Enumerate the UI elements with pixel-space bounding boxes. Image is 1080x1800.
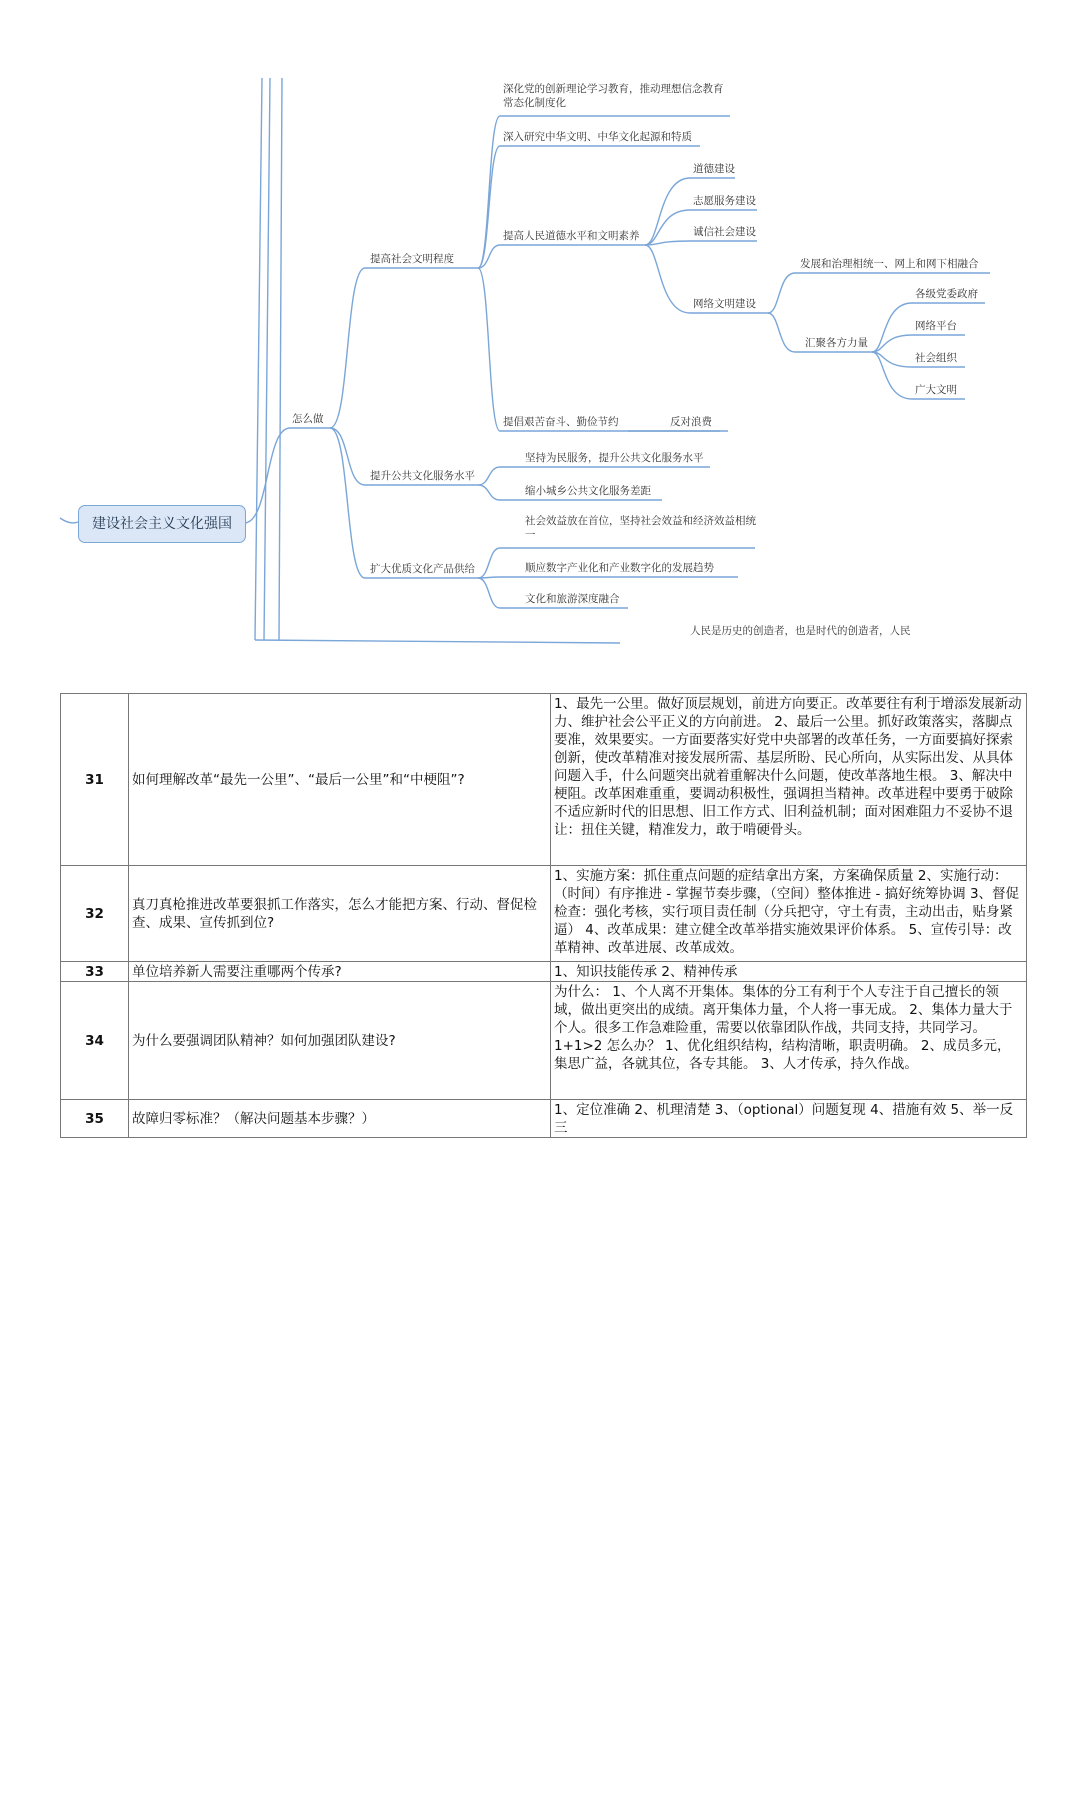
link-sub3-item xyxy=(478,577,738,578)
row-answer: 1、实施方案：抓住重点问题的症结拿出方案，方案确保质量 2、实施行动：（时间）有序推进 - 掌握节奏步骤，（空间）整体推进 - 搞好统筹协调 3、督促检查：强化考核，实行项目责任制（分兵把守，守土有责，主动出击，贴身紧逼） 4、改革成果：建立健全改革举措实施效果评价体系。 5、宣传引导：改革精神、改革进展、改革成效。 xyxy=(551,866,1027,962)
sub1-label: 提高社会文明程度 xyxy=(370,253,454,265)
table-row xyxy=(61,982,1027,1100)
sub2-item: 缩小城乡公共文化服务差距 xyxy=(525,485,651,497)
row-number: 33 xyxy=(61,962,129,982)
link-sub1-item xyxy=(478,268,728,431)
trunk-line xyxy=(60,518,78,523)
row-question: 单位培养新人需要注重哪两个传承? xyxy=(129,962,551,982)
row-number: 31 xyxy=(61,694,129,866)
row-question: 故障归零标准？（解决问题基本步骤？） xyxy=(129,1100,551,1138)
force-item: 广大文明 xyxy=(915,384,957,396)
network-item: 发展和治理相统一、网上和网下相融合 xyxy=(800,258,979,270)
sub3-item: 文化和旅游深度融合 xyxy=(525,593,620,605)
force-item: 社会组织 xyxy=(915,352,957,364)
network-item: 汇聚各方力量 xyxy=(805,337,868,349)
row-number: 35 xyxy=(61,1100,129,1138)
sub1-item: 提高人民道德水平和文明素养 xyxy=(503,230,640,242)
table-row xyxy=(61,1100,1027,1138)
row-number: 34 xyxy=(61,982,129,1100)
mindmap-root: 建设社会主义文化强国 xyxy=(78,505,246,543)
sub2-item: 坚持为民服务，提升公共文化服务水平 xyxy=(525,452,704,464)
table-row xyxy=(61,962,1027,982)
mind-map xyxy=(0,0,1080,650)
sub3-item: 社会效益放在首位，坚持社会效益和经济效益相统一 xyxy=(525,515,756,541)
qa-table xyxy=(60,693,1027,1138)
row-question: 如何理解改革“最先一公里”、“最后一公里”和“中梗阻”? xyxy=(129,694,551,866)
moral-item: 网络文明建设 xyxy=(693,298,756,310)
sub1-item: 深入研究中华文明、中华文化起源和特质 xyxy=(503,131,692,143)
row-answer: 1、最先一公里。做好顶层规划，前进方向要正。改革要往有利于增添发展新动力、维护社会公平正义的方向前进。 2、最后一公里。抓好政策落实，落脚点要准，效果要实。一方面要落实好党中央部署的改革任务，一方面要搞好探索创新，使改革精准对接发展所需、基层所盼、民心所向，从实际出发、从具体问题入手，什么问题突出就着重解决什么问题，使改革落地生根。 3、解决中梗阻。改革困难重重，要调动积极性，强调担当精神。改革进程中要勇于破除不适应新时代的旧思想、旧工作方式、旧利益机制；面对困难阻力不妥协不退让：扭住关键，精准发力，敢于啃硬骨头。 xyxy=(551,694,1027,866)
force-item: 网络平台 xyxy=(915,320,957,332)
link-moral-item xyxy=(645,241,757,245)
trunk-line xyxy=(279,78,282,640)
link-sub1-item xyxy=(478,245,645,268)
trunk-line xyxy=(255,78,262,640)
link-branch-sub3 xyxy=(330,428,478,578)
link-sub2-item xyxy=(478,467,710,485)
table-row xyxy=(61,694,1027,866)
moral-item: 道德建设 xyxy=(693,163,735,175)
force-item: 各级党委政府 xyxy=(915,288,978,300)
sub3-item: 顺应数字产业化和产业数字化的发展趋势 xyxy=(525,562,714,574)
frugal-child: 反对浪费 xyxy=(670,416,712,428)
row-number: 32 xyxy=(61,866,129,962)
sub1-item: 深化党的创新理论学习教育，推动理想信念教育常态化制度化 xyxy=(503,83,724,109)
table-row xyxy=(61,866,1027,962)
row-answer: 为什么： 1、个人离不开集体。集体的分工有利于个人专注于自己擅长的领域，做出更突出的成绩。离开集体力量，个人将一事无成。 2、集体力量大于个人。很多工作急难险重，需要以依靠团队作战，共同支持，共同学习。1+1>2 怎么办？ 1、优化组织结构，结构清晰，职责明确。 2、成员多元，集思广益，各就其位，各专其能。 3、人才传承，持久作战。 xyxy=(551,982,1027,1100)
trunk-line xyxy=(255,640,620,643)
sub2-label: 提升公共文化服务水平 xyxy=(370,470,475,482)
link-force-item xyxy=(872,335,965,352)
moral-item: 诚信社会建设 xyxy=(693,226,756,238)
link-branch-sub1 xyxy=(330,268,478,428)
mindmap-footer-text: 人民是历史的创造者，也是时代的创造者，人民 xyxy=(690,625,911,637)
link-sub1-item xyxy=(478,146,700,268)
row-question: 真刀真枪推进改革要狠抓工作落实，怎么才能把方案、行动、督促检查、成果、宣传抓到位? xyxy=(129,866,551,962)
row-answer: 1、定位准确 2、机理清楚 3、（optional）问题复现 4、措施有效 5、举一反三 xyxy=(551,1100,1027,1138)
trunk-line xyxy=(264,78,270,640)
sub3-label: 扩大优质文化产品供给 xyxy=(370,563,475,575)
row-answer: 1、知识技能传承 2、精神传承 xyxy=(551,962,1027,982)
sub1-item: 提倡艰苦奋斗、勤俭节约 xyxy=(503,416,619,428)
moral-item: 志愿服务建设 xyxy=(693,195,756,207)
row-question: 为什么要强调团队精神？如何加强团队建设? xyxy=(129,982,551,1100)
mindmap-branch: 怎么做 xyxy=(292,413,324,425)
